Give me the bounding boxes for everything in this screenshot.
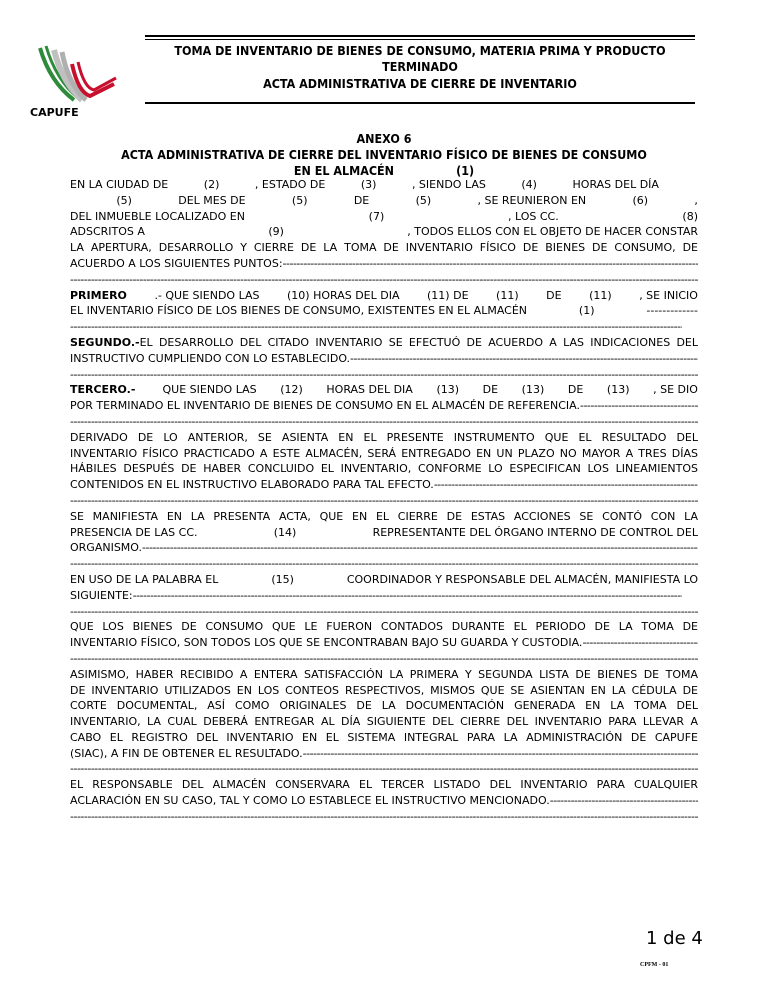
body-line xyxy=(70,177,698,193)
annex-number: ANEXO 6 xyxy=(356,132,412,146)
blank-field-marker: (13) xyxy=(521,383,545,397)
text-segment: DE xyxy=(546,288,562,302)
text-segment: DE xyxy=(482,383,499,397)
body-line xyxy=(70,698,698,714)
body-line xyxy=(70,572,698,588)
text-segment: , SE INICIO xyxy=(639,288,698,302)
body-line xyxy=(70,493,698,509)
body-line xyxy=(70,651,698,667)
dash-filler xyxy=(142,540,698,556)
text-segment: DEL MES DE xyxy=(178,193,246,207)
text-segment: DE xyxy=(567,383,584,397)
text-segment: QUE SIENDO LAS xyxy=(159,383,257,397)
blank-field-marker: (11) xyxy=(589,288,612,302)
text-segment: INVENTARIO FÍSICO, SON TODOS LOS QUE SE ENCONTRABAN BAJO SU GUARDA Y CUSTODIA. xyxy=(70,636,583,650)
text-segment: (SIAC), A FIN DE OBTENER EL RESULTADO. xyxy=(70,746,303,760)
body-line xyxy=(70,240,698,256)
annex-title: ACTA ADMINISTRATIVA DE CIERRE DEL INVENTARIO FÍSICO DE BIENES DE CONSUMO xyxy=(121,148,647,162)
blank-field-marker: (12) xyxy=(280,383,303,397)
blank-field-marker: (8) xyxy=(682,209,698,223)
dash-filler xyxy=(70,319,682,335)
text-segment: POR TERMINADO EL INVENTARIO DE BIENES DE CONSUMO EN EL ALMACÉN DE REFERENCIA. xyxy=(70,399,580,413)
blank-field-marker: (5) xyxy=(291,193,308,207)
text-segment: QUE LOS BIENES DE CONSUMO QUE LE FUERON CONTADOS DURANTE EL PERIODO DE LA TOMA DE xyxy=(70,620,698,634)
body-line xyxy=(70,430,698,446)
dash-filler xyxy=(133,588,682,604)
header-title-3: ACTA ADMINISTRATIVA DE CIERRE DE INVENTARIO xyxy=(263,77,577,91)
body-line xyxy=(70,667,698,683)
header-title-1: TOMA DE INVENTARIO DE BIENES DE CONSUMO, MATERIA PRIMA Y PRODUCTO xyxy=(174,44,666,58)
blank-field-marker: (13) xyxy=(436,383,460,397)
text-segment: DE INVENTARIO UTILIZADOS EN LOS CONTEOS RESPECTIVOS, MISMOS QUE SE ASIENTAN EN LA CÉDULA DE xyxy=(70,683,698,697)
text-segment: , LOS CC. xyxy=(507,209,559,223)
header-title-2: TERMINADO xyxy=(382,60,458,74)
dash-filler xyxy=(550,793,698,809)
capufe-logo xyxy=(28,42,118,106)
dash-filler xyxy=(70,367,698,383)
text-segment: INVENTARIO FÍSICO PRACTICADO A ESTE ALMACÉN, SERÁ ENTREGADO EN UN PLAZO NO MAYOR A TRES DÍAS xyxy=(70,446,698,460)
dash-filler xyxy=(582,635,698,651)
body-line xyxy=(70,777,698,793)
text-segment: CABO EL REGISTRO DEL INVENTARIO EN EL SISTEMA INTEGRAL PARA LA ADMINISTRACIÓN DE CAPUFE xyxy=(70,730,698,744)
blank-field-marker: (9) xyxy=(268,225,284,239)
text-segment: , SE DIO xyxy=(653,383,698,397)
dash-filler xyxy=(350,351,698,367)
blank-field-marker: (1) xyxy=(578,304,595,318)
dash-filler xyxy=(70,272,698,288)
document-body xyxy=(70,177,698,825)
blank-field-marker: (14) xyxy=(273,525,297,539)
blank-field-marker: (15) xyxy=(271,572,294,586)
body-line xyxy=(70,509,698,525)
dash-filler xyxy=(580,398,698,414)
text-segment: EN USO DE LA PALABRA EL xyxy=(70,572,219,586)
body-line xyxy=(70,256,698,272)
body-line xyxy=(70,272,698,288)
blank-field-marker: (13) xyxy=(606,383,630,397)
dash-filler xyxy=(70,651,698,667)
text-segment: EL RESPONSABLE DEL ALMACÉN CONSERVARA EL TERCER LISTADO DEL INVENTARIO PARA CUALQUIER xyxy=(70,778,698,792)
body-line xyxy=(70,619,698,635)
page-number: 1 de 4 xyxy=(646,928,703,949)
dash-filler xyxy=(434,477,698,493)
body-line xyxy=(70,730,698,746)
body-line xyxy=(70,414,698,430)
form-code: CPFM - 01 xyxy=(640,962,669,968)
text-segment: EL DESARROLLO DEL CITADO INVENTARIO SE EFECTUÓ DE ACUERDO A LAS INDICACIONES DEL xyxy=(139,335,698,349)
text-segment: DE xyxy=(353,193,370,207)
body-line xyxy=(70,761,698,777)
body-line xyxy=(70,193,698,209)
body-line xyxy=(70,351,698,367)
text-segment: DEL INMUEBLE LOCALIZADO EN xyxy=(70,209,245,223)
section-heading: SEGUNDO.- xyxy=(70,335,140,349)
body-line xyxy=(70,319,682,335)
text-segment: PRESENCIA DE LAS CC. xyxy=(70,525,198,539)
body-line xyxy=(70,461,698,477)
blank-field-marker: (7) xyxy=(368,209,385,223)
body-line xyxy=(70,224,698,240)
body-line xyxy=(70,714,698,730)
header-rule-top-thin xyxy=(145,39,695,40)
dash-filler xyxy=(70,809,698,825)
body-line xyxy=(70,556,698,572)
text-segment: (11) DE xyxy=(427,288,469,302)
dash-filler xyxy=(70,493,698,509)
text-segment: , TODOS ELLOS CON EL OBJETO DE HACER CONSTAR xyxy=(407,225,698,239)
text-segment: (10) HORAS DEL DIA xyxy=(287,288,400,302)
section-heading: TERCERO.- xyxy=(70,383,136,397)
text-segment: , SE REUNIERON EN xyxy=(477,193,587,207)
body-line xyxy=(70,683,698,699)
body-line xyxy=(70,635,698,651)
dash-filler xyxy=(70,414,698,430)
text-segment: CORTE DOCUMENTAL, ASÍ COMO ORIGINALES DE LA DOCUMENTACIÓN GENERADA EN LA TOMA DEL xyxy=(70,699,698,713)
body-line xyxy=(70,604,698,620)
text-segment: ------------- xyxy=(646,304,698,318)
body-line xyxy=(70,367,698,383)
body-line xyxy=(70,588,682,604)
dash-filler xyxy=(303,746,698,762)
body-line xyxy=(70,398,698,414)
header-rule-top xyxy=(145,35,695,37)
text-segment: EL INVENTARIO FÍSICO DE LOS BIENES DE CONSUMO, EXISTENTES EN EL ALMACÉN xyxy=(70,304,528,318)
text-segment: ACLARACIÓN EN SU CASO, TAL Y COMO LO ESTABLECE EL INSTRUCTIVO MENCIONADO. xyxy=(70,794,550,808)
body-line xyxy=(70,746,698,762)
body-line xyxy=(70,303,698,319)
text-segment xyxy=(694,177,698,193)
text-segment: .- QUE SIENDO LAS xyxy=(154,288,260,302)
body-line xyxy=(70,477,698,493)
text-segment: ASIMISMO, HABER RECIBIDO A ENTERA SATISFACCIÓN LA PRIMERA Y SEGUNDA LISTA DE BIENES DE TOMA xyxy=(70,667,698,681)
text-segment: , ESTADO DE xyxy=(254,178,326,191)
text-segment: , SIENDO LAS xyxy=(411,178,486,191)
body-line xyxy=(70,209,698,225)
body-line xyxy=(70,540,698,556)
body-line xyxy=(70,335,698,351)
blank-field-marker: (4) xyxy=(521,178,537,191)
body-line xyxy=(70,525,698,541)
text-segment: HORAS DEL DÍA xyxy=(572,178,659,191)
section-heading: PRIMERO xyxy=(70,288,127,302)
blank-field-marker: (6) xyxy=(632,193,649,207)
org-name: CAPUFE xyxy=(30,106,79,119)
dash-filler xyxy=(283,256,698,272)
text-segment: SIGUIENTE: xyxy=(70,588,133,602)
text-segment: REPRESENTANTE DEL ÓRGANO INTERNO DE CONTROL DEL xyxy=(372,525,698,539)
text-segment: DERIVADO DE LO ANTERIOR, SE ASIENTA EN EL PRESENTE INSTRUMENTO QUE EL RESULTADO DEL xyxy=(70,430,698,444)
text-segment: ORGANISMO. xyxy=(70,541,143,555)
blank-field-marker: (5) xyxy=(116,193,132,207)
text-segment: ACUERDO A LOS SIGUIENTES PUNTOS: xyxy=(70,256,283,270)
text-segment: HORAS DEL DIA xyxy=(326,383,413,397)
body-line xyxy=(70,446,698,462)
text-segment: , xyxy=(694,193,698,207)
body-line xyxy=(70,809,698,825)
dash-filler xyxy=(70,556,698,572)
text-segment: LA APERTURA, DESARROLLO Y CIERRE DE LA TOMA DE INVENTARIO FÍSICO DE BIENES DE CONSUMO, DE xyxy=(70,241,698,255)
body-line xyxy=(70,382,698,398)
text-segment: EN LA CIUDAD DE xyxy=(70,178,169,191)
text-segment: INSTRUCTIVO CUMPLIENDO CON LO ESTABLECIDO. xyxy=(70,351,351,365)
text-segment: SE MANIFIESTA EN LA PRESENTA ACTA, QUE EN EL CIERRE DE ESTAS ACCIONES SE CONTÓ CON LA xyxy=(70,509,698,523)
text-segment: CONTENIDOS EN EL INSTRUCTIVO ELABORADO PARA TAL EFECTO. xyxy=(70,478,434,492)
text-segment: ADSCRITOS A xyxy=(70,225,145,239)
dash-filler xyxy=(70,761,698,777)
text-segment: INVENTARIO, LA CUAL DEBERÁ ENTREGAR AL DÍA SIGUIENTE DEL CIERRE DEL INVENTARIO PARA LLEVAR A xyxy=(70,715,698,729)
blank-field-marker: (5) xyxy=(415,193,432,207)
body-line xyxy=(70,288,698,304)
text-segment: HÁBILES DESPUÉS DE HABER CONCLUIDO EL INVENTARIO, CONFORME LO ESPECIFICAN LOS LINEAMIENTOS xyxy=(70,462,698,476)
blank-field-marker: (11) xyxy=(496,288,519,302)
blank-field-marker: (3) xyxy=(360,178,377,191)
text-segment: COORDINADOR Y RESPONSABLE DEL ALMACÉN, MANIFIESTA LO xyxy=(346,572,698,586)
blank-field-marker: (2) xyxy=(203,178,220,191)
dash-filler xyxy=(70,604,698,620)
header-rule-bottom xyxy=(145,102,695,104)
annex-subtitle: EN EL ALMACÉN (1) xyxy=(293,164,475,178)
body-line xyxy=(70,793,698,809)
